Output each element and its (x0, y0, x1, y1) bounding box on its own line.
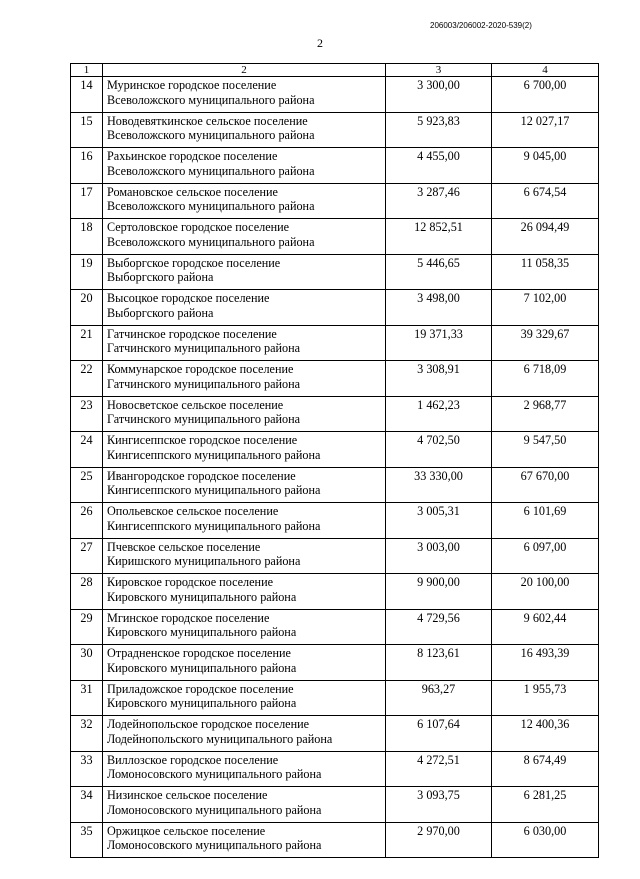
amount-column-3: 4 729,56 (386, 609, 492, 645)
table-row (71, 325, 599, 361)
district-name-line: Ломоносовского муниципального района (107, 767, 322, 782)
district-name-line: Ломоносовского муниципального района (107, 838, 322, 853)
amount-column-3: 2 970,00 (386, 822, 492, 858)
row-number: 25 (71, 467, 103, 503)
district-name-line: Всеволожского муниципального района (107, 234, 315, 249)
amount-column-4: 12 400,36 (492, 716, 599, 752)
table-row (71, 503, 599, 539)
district-name-line: Кингисеппского муниципального района (107, 483, 321, 498)
settlement-name (103, 148, 386, 184)
table-row (71, 432, 599, 468)
amount-column-4: 6 674,54 (492, 183, 599, 219)
settlement-name-line: Приладожское городское поселение (107, 681, 294, 696)
settlement-name-line: Новодевяткинское сельское поселение (107, 113, 308, 128)
row-number: 32 (71, 716, 103, 752)
amount-column-4: 6 030,00 (492, 822, 599, 858)
amount-column-3: 3 003,00 (386, 538, 492, 574)
row-number: 16 (71, 148, 103, 184)
amount-column-3: 3 093,75 (386, 787, 492, 823)
row-number: 27 (71, 538, 103, 574)
district-name-line: Кингисеппского муниципального района (107, 518, 321, 533)
table-row (71, 716, 599, 752)
amount-column-3: 12 852,51 (386, 219, 492, 255)
amount-column-4: 9 547,50 (492, 432, 599, 468)
amount-column-3: 5 923,83 (386, 112, 492, 148)
table-row (71, 609, 599, 645)
row-number: 24 (71, 432, 103, 468)
table-row (71, 396, 599, 432)
amount-column-3: 1 462,23 (386, 396, 492, 432)
settlement-name (103, 574, 386, 610)
settlement-name (103, 183, 386, 219)
district-name-line: Кировского муниципального района (107, 589, 297, 604)
row-number: 18 (71, 219, 103, 255)
settlement-name (103, 254, 386, 290)
district-name-line: Выборгского района (107, 305, 214, 320)
column-header: 4 (492, 64, 599, 77)
district-name-line: Кировского муниципального района (107, 625, 297, 640)
amount-column-4: 26 094,49 (492, 219, 599, 255)
row-number: 29 (71, 609, 103, 645)
settlement-name-line: Коммунарское городское поселение (107, 362, 294, 376)
settlement-name (103, 503, 386, 539)
row-number: 23 (71, 396, 103, 432)
column-header: 1 (71, 64, 103, 77)
district-name-line: Кировского муниципального района (107, 660, 297, 675)
settlement-name (103, 77, 386, 113)
table-row (71, 822, 599, 858)
row-number: 28 (71, 574, 103, 610)
district-name-line: Выборгского района (107, 270, 214, 285)
settlement-name (103, 219, 386, 255)
table-row (71, 112, 599, 148)
table-row (71, 77, 599, 113)
settlement-name (103, 609, 386, 645)
settlement-name (103, 432, 386, 468)
row-number: 15 (71, 112, 103, 148)
amount-column-4: 6 101,69 (492, 503, 599, 539)
table-body (71, 64, 599, 858)
settlement-name-line: Кингисеппское городское поселение (107, 433, 298, 447)
row-number: 20 (71, 290, 103, 326)
amount-column-3: 5 446,65 (386, 254, 492, 290)
amount-column-4: 2 968,77 (492, 396, 599, 432)
row-number: 33 (71, 751, 103, 787)
amount-column-4: 20 100,00 (492, 574, 599, 610)
district-name-line: Лодейнопольского муниципального района (107, 731, 333, 746)
settlement-name-line: Низинское сельское поселение (107, 788, 268, 802)
amount-column-4: 8 674,49 (492, 751, 599, 787)
table-row (71, 680, 599, 716)
amount-column-3: 4 702,50 (386, 432, 492, 468)
amount-column-3: 4 272,51 (386, 751, 492, 787)
row-number: 14 (71, 77, 103, 113)
amount-column-4: 6 097,00 (492, 538, 599, 574)
amount-column-4: 9 045,00 (492, 148, 599, 184)
settlement-name-line: Выборгское городское поселение (107, 255, 281, 270)
row-number: 21 (71, 325, 103, 361)
settlement-name (103, 325, 386, 361)
district-name-line: Ломоносовского муниципального района (107, 802, 322, 817)
amount-column-4: 9 602,44 (492, 609, 599, 645)
row-number: 34 (71, 787, 103, 823)
column-header: 2 (103, 64, 386, 77)
amount-column-4: 16 493,39 (492, 645, 599, 681)
district-name-line: Гатчинского муниципального района (107, 341, 301, 356)
column-header-row (71, 64, 599, 77)
amount-column-4: 11 058,35 (492, 254, 599, 290)
settlement-name-line: Виллозское городское поселение (107, 752, 279, 767)
page-number: 2 (317, 36, 323, 50)
row-number: 22 (71, 361, 103, 397)
table-row (71, 219, 599, 255)
settlement-name (103, 680, 386, 716)
district-name-line: Кингисеппского муниципального района (107, 447, 321, 462)
table-row (71, 467, 599, 503)
row-number: 19 (71, 254, 103, 290)
amount-column-4: 1 955,73 (492, 680, 599, 716)
district-name-line: Всеволожского муниципального района (107, 163, 315, 178)
settlement-name (103, 396, 386, 432)
settlement-name-line: Ивангородское городское поселение (107, 468, 296, 483)
amount-column-3: 33 330,00 (386, 467, 492, 503)
district-name-line: Всеволожского муниципального района (107, 199, 315, 214)
document-id: 206003/206002-2020-539(2) (430, 21, 532, 30)
amount-column-3: 3 308,91 (386, 361, 492, 397)
amount-column-4: 12 027,17 (492, 112, 599, 148)
district-name-line: Кировского муниципального района (107, 696, 297, 711)
district-name-line: Киришского муниципального района (107, 554, 301, 569)
table-row (71, 290, 599, 326)
amount-column-4: 6 718,09 (492, 361, 599, 397)
district-name-line: Всеволожского муниципального района (107, 92, 315, 107)
row-number: 30 (71, 645, 103, 681)
table-row (71, 183, 599, 219)
settlement-name (103, 645, 386, 681)
row-number: 17 (71, 183, 103, 219)
settlement-name-line: Гатчинское городское поселение (107, 326, 277, 341)
settlement-name-line: Муринское городское поселение (107, 78, 277, 92)
settlement-name-line: Мгинское городское поселение (107, 610, 270, 625)
amount-column-3: 8 123,61 (386, 645, 492, 681)
settlement-name (103, 822, 386, 858)
amount-column-3: 3 287,46 (386, 183, 492, 219)
amount-column-3: 19 371,33 (386, 325, 492, 361)
settlement-name (103, 290, 386, 326)
settlement-name (103, 538, 386, 574)
settlement-name-line: Пчевское сельское поселение (107, 539, 261, 554)
table-row (71, 361, 599, 397)
settlement-name-line: Оржицкое сельское поселение (107, 823, 266, 838)
row-number: 35 (71, 822, 103, 858)
settlement-name-line: Рахьинское городское поселение (107, 149, 278, 163)
column-header: 3 (386, 64, 492, 77)
table-row (71, 254, 599, 290)
settlement-name-line: Лодейнопольское городское поселение (107, 717, 310, 731)
amount-column-3: 3 005,31 (386, 503, 492, 539)
settlement-name-line: Новосветское сельское поселение (107, 397, 284, 412)
district-name-line: Всеволожского муниципального района (107, 128, 315, 143)
amount-column-4: 6 281,25 (492, 787, 599, 823)
district-name-line: Гатчинского муниципального района (107, 376, 301, 391)
settlement-name (103, 751, 386, 787)
table-row (71, 751, 599, 787)
row-number: 26 (71, 503, 103, 539)
amount-column-3: 3 498,00 (386, 290, 492, 326)
table-row (71, 148, 599, 184)
amount-column-4: 6 700,00 (492, 77, 599, 113)
settlement-name (103, 787, 386, 823)
allocation-table (70, 63, 599, 858)
amount-column-3: 6 107,64 (386, 716, 492, 752)
amount-column-3: 963,27 (386, 680, 492, 716)
settlement-name-line: Кировское городское поселение (107, 575, 273, 589)
amount-column-4: 7 102,00 (492, 290, 599, 326)
settlement-name-line: Отрадненское городское поселение (107, 646, 291, 660)
district-name-line: Гатчинского муниципального района (107, 412, 301, 427)
settlement-name (103, 112, 386, 148)
settlement-name-line: Опольевское сельское поселение (107, 504, 279, 518)
amount-column-3: 3 300,00 (386, 77, 492, 113)
settlement-name-line: Высоцкое городское поселение (107, 291, 270, 305)
amount-column-3: 9 900,00 (386, 574, 492, 610)
row-number: 31 (71, 680, 103, 716)
settlement-name (103, 716, 386, 752)
settlement-name-line: Сертоловское городское поселение (107, 220, 290, 234)
amount-column-3: 4 455,00 (386, 148, 492, 184)
amount-column-4: 67 670,00 (492, 467, 599, 503)
table-row (71, 645, 599, 681)
settlement-name (103, 467, 386, 503)
settlement-name-line: Романовское сельское поселение (107, 184, 278, 199)
table-row (71, 538, 599, 574)
table-row (71, 574, 599, 610)
table-row (71, 787, 599, 823)
settlement-name (103, 361, 386, 397)
amount-column-4: 39 329,67 (492, 325, 599, 361)
